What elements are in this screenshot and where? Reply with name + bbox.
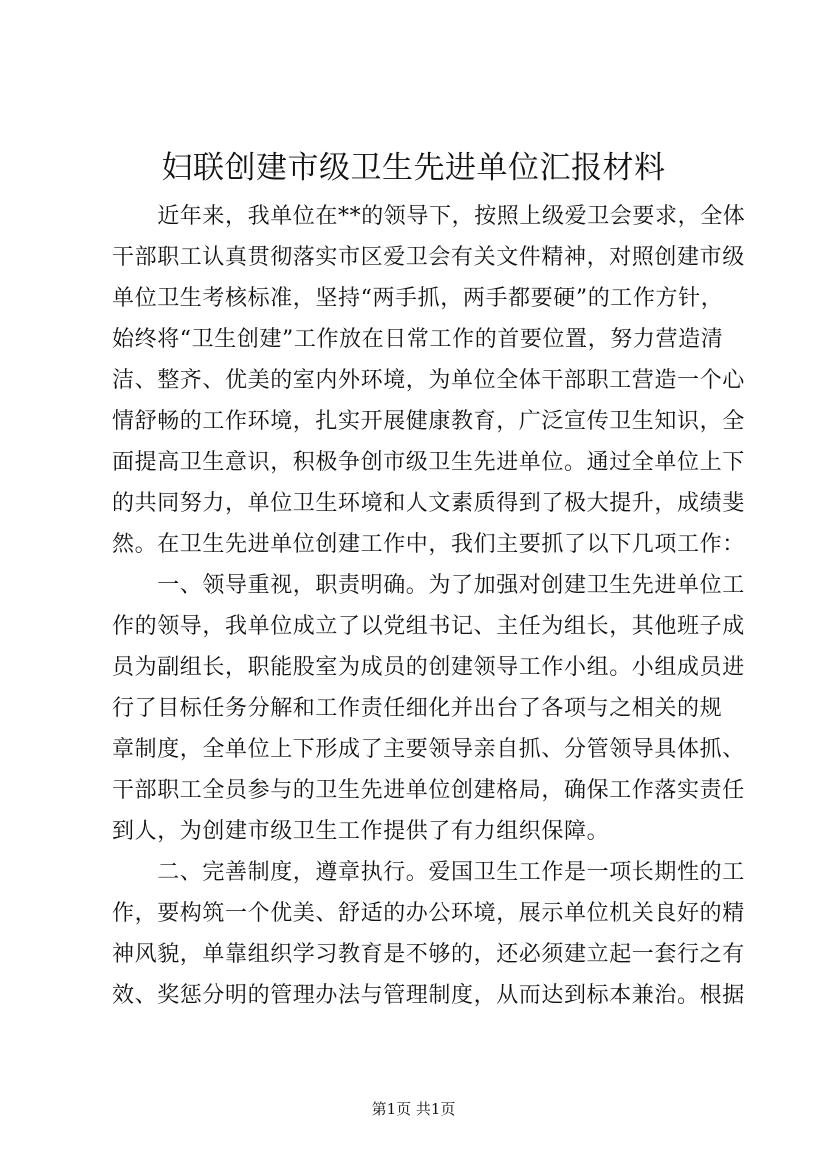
page-footer: 第1页 共1页 [371, 1100, 456, 1118]
body-line: 章制度，全单位上下形成了主要领导亲自抓、分管领导具体抓、 [112, 737, 745, 762]
body-line: 洁、整齐、优美的室内外环境，为单位全体干部职工营造一个心 [112, 368, 745, 393]
document-title: 妇联创建市级卫生先进单位汇报材料 [161, 150, 666, 186]
body-line: 效、奖惩分明的管理办法与管理制度，从而达到标本兼治。根据 [112, 983, 745, 1008]
body-line: 干部职工认真贯彻落实市区爱卫会有关文件精神，对照创建市级 [112, 245, 745, 270]
body-line: 干部职工全员参与的卫生先进单位创建格局，确保工作落实责任 [112, 778, 745, 803]
body-line: 始终将“卫生创建”工作放在日常工作的首要位置，努力营造清 [112, 327, 724, 352]
body-line: 神风貌，单靠组织学习教育是不够的，还必须建立起一套行之有 [112, 942, 745, 967]
body-line: 二、完善制度，遵章执行。爱国卫生工作是一项长期性的工 [112, 860, 745, 885]
body-line: 单位卫生考核标准，坚持“两手抓，两手都要硬”的工作方针， [112, 286, 724, 311]
body-line: 到人，为创建市级卫生工作提供了有力组织保障。 [112, 819, 610, 844]
body-line: 面提高卫生意识，积极争创市级卫生先进单位。通过全单位上下 [112, 450, 745, 475]
body-line: 情舒畅的工作环境，扎实开展健康教育，广泛宣传卫生知识，全 [112, 409, 745, 434]
body-line: 然。在卫生先进单位创建工作中，我们主要抓了以下几项工作： [112, 532, 745, 557]
body-line: 的共同努力，单位卫生环境和人文素质得到了极大提升，成绩斐 [112, 491, 745, 516]
body-line: 近年来，我单位在**的领导下，按照上级爱卫会要求，全体 [112, 204, 746, 229]
body-line: 作，要构筑一个优美、舒适的办公环境，展示单位机关良好的精 [112, 901, 745, 926]
body-line: 行了目标任务分解和工作责任细化并出台了各项与之相关的规 [112, 696, 723, 721]
body-line: 员为副组长，职能股室为成员的创建领导工作小组。小组成员进 [112, 655, 745, 680]
body-line: 一、领导重视，职责明确。为了加强对创建卫生先进单位工 [112, 573, 745, 598]
body-line: 作的领导，我单位成立了以党组书记、主任为组长，其他班子成 [112, 614, 745, 639]
